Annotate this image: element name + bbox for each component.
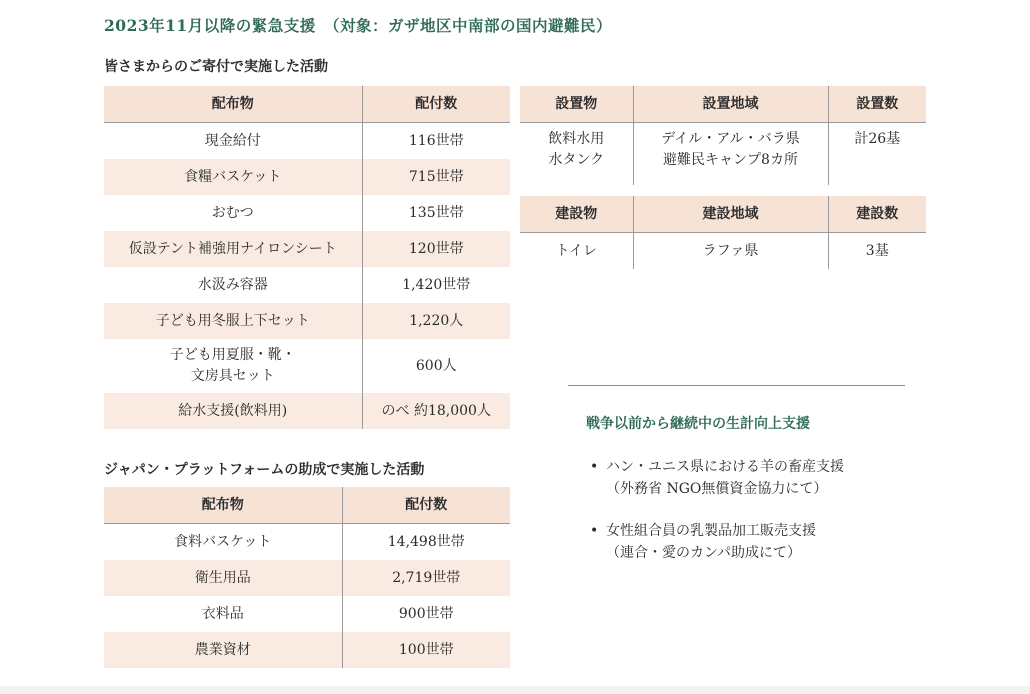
count-cell: 100世帯 bbox=[342, 632, 510, 668]
column-header: 配布物 bbox=[104, 86, 362, 123]
installation-table bbox=[520, 86, 926, 185]
item-cell: 衣料品 bbox=[201, 605, 244, 622]
column-header: 配付数 bbox=[342, 487, 510, 524]
platform-section-heading: ジャパン・プラットフォームの助成で実施した活動 bbox=[104, 462, 425, 478]
count-cell: のべ 約18,000人 bbox=[362, 393, 510, 429]
table-row bbox=[104, 524, 510, 561]
list-item bbox=[590, 456, 920, 500]
count-cell: 2,719世帯 bbox=[342, 560, 510, 596]
count-cell: 600人 bbox=[362, 339, 510, 393]
table-row bbox=[104, 159, 510, 195]
table-row bbox=[104, 632, 510, 668]
column-header: 建設数 bbox=[828, 196, 926, 233]
count-cell: 900世帯 bbox=[342, 596, 510, 632]
list-item-note: （連合・愛のカンパ助成にて） bbox=[606, 545, 802, 561]
column-header: 建設地域 bbox=[633, 196, 828, 233]
item-cell: 仮設テント補強用ナイロンシート bbox=[104, 231, 362, 267]
table-header-row bbox=[520, 86, 926, 123]
count-cell: 14,498世帯 bbox=[342, 524, 510, 561]
item-cell: 食料バスケット bbox=[174, 533, 272, 550]
table-row bbox=[104, 393, 510, 429]
bullet-icon: • bbox=[590, 523, 599, 539]
region-cell: デイル・アル・バラ県 避難民キャンプ8カ所 bbox=[633, 123, 828, 186]
item-cell: 現金給付 bbox=[204, 132, 261, 149]
column-header: 配付数 bbox=[362, 86, 510, 123]
table-row bbox=[104, 303, 510, 339]
table-header-row bbox=[104, 86, 510, 123]
table-row bbox=[520, 233, 926, 270]
count-cell: 1,420世帯 bbox=[362, 267, 510, 303]
item-cell: 水汲み容器 bbox=[197, 276, 268, 293]
table-row bbox=[104, 339, 510, 393]
count-cell: 120世帯 bbox=[362, 231, 510, 267]
page-title: 2023年11月以降の緊急支援 （対象：ガザ地区中南部の国内避難民） bbox=[104, 16, 612, 35]
bottom-band bbox=[0, 686, 1030, 694]
table-header-row bbox=[104, 487, 510, 524]
count-cell: 計26基 bbox=[828, 123, 926, 186]
item-cell: トイレ bbox=[555, 242, 597, 259]
column-header: 設置物 bbox=[520, 86, 633, 123]
construction-table bbox=[520, 196, 926, 269]
table-row bbox=[104, 195, 510, 231]
section-divider bbox=[568, 385, 905, 386]
item-cell: おむつ bbox=[211, 204, 254, 221]
table-row bbox=[104, 560, 510, 596]
platform-distribution-table bbox=[104, 487, 510, 668]
table-row bbox=[520, 123, 926, 186]
table-row bbox=[104, 123, 510, 160]
table-row bbox=[104, 231, 510, 267]
item-cell: 子ども用夏服・靴・ 文房具セット bbox=[169, 347, 296, 384]
ongoing-support-heading: 戦争以前から継続中の生計向上支援 bbox=[586, 416, 810, 432]
item-cell: 子ども用冬服上下セット bbox=[104, 303, 362, 339]
donation-distribution-table bbox=[104, 86, 510, 429]
count-cell: 1,220人 bbox=[362, 303, 510, 339]
list-item-text: ハン・ユニス県における羊の畜産支援 bbox=[606, 459, 844, 475]
table-row bbox=[104, 596, 510, 632]
count-cell: 3基 bbox=[828, 233, 926, 270]
item-cell: 農業資材 bbox=[104, 632, 342, 668]
item-cell: 衛生用品 bbox=[104, 560, 342, 596]
count-cell: 116世帯 bbox=[362, 123, 510, 160]
column-header: 設置数 bbox=[828, 86, 926, 123]
column-header: 建設物 bbox=[520, 196, 633, 233]
item-cell: 給水支援(飲料用) bbox=[104, 393, 362, 429]
list-item-note: （外務省 NGO無償資金協力にて） bbox=[606, 481, 828, 497]
donation-section-heading: 皆さまからのご寄付で実施した活動 bbox=[104, 59, 328, 75]
region-cell: ラファ県 bbox=[633, 233, 828, 270]
count-cell: 715世帯 bbox=[362, 159, 510, 195]
column-header: 設置地域 bbox=[633, 86, 828, 123]
item-cell: 飲料水用 水タンク bbox=[548, 131, 605, 168]
list-item bbox=[590, 520, 920, 564]
bullet-icon: • bbox=[590, 459, 599, 475]
table-row bbox=[104, 267, 510, 303]
item-cell: 食糧バスケット bbox=[104, 159, 362, 195]
list-item-text: 女性組合員の乳製品加工販売支援 bbox=[606, 523, 816, 539]
table-header-row bbox=[520, 196, 926, 233]
ongoing-support-list bbox=[590, 456, 920, 584]
count-cell: 135世帯 bbox=[362, 195, 510, 231]
column-header: 配布物 bbox=[104, 487, 342, 524]
